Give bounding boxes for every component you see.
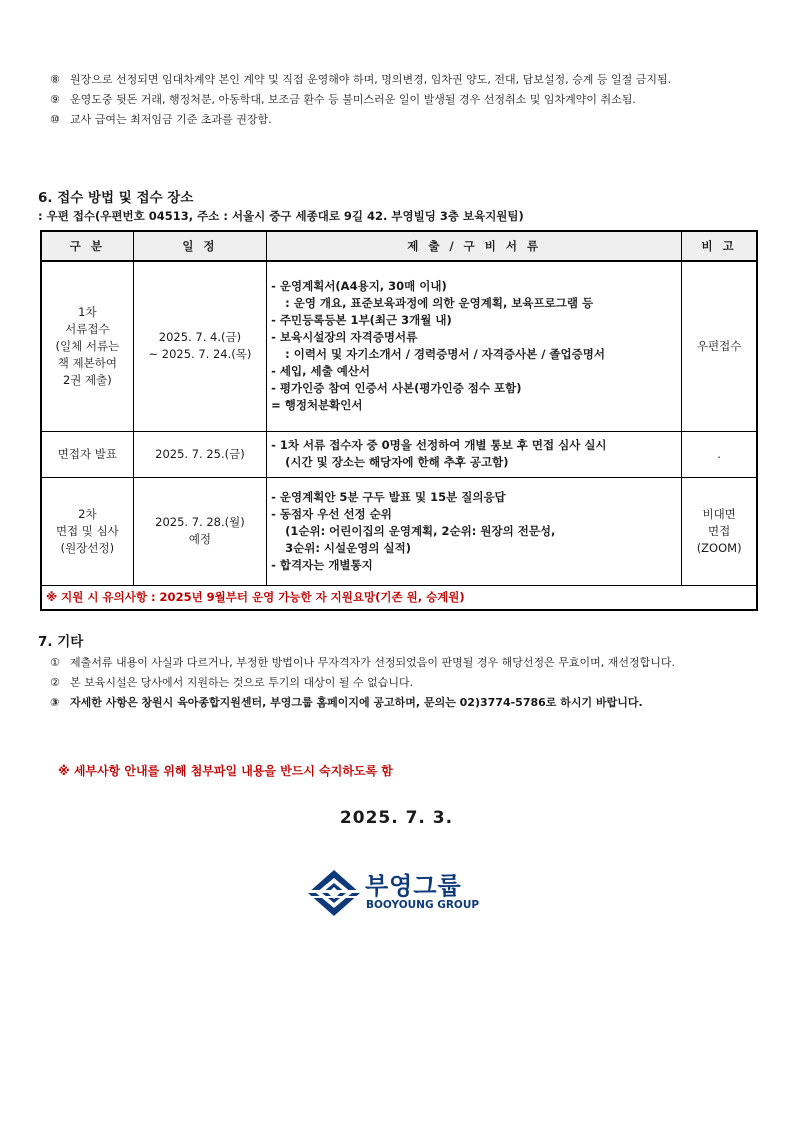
booyoung-emblem-icon xyxy=(306,868,362,918)
doc-line: - 합격자는 개별통지 xyxy=(271,557,373,572)
row3-note-line: (ZOOM) xyxy=(696,540,742,555)
table-header-row xyxy=(41,231,757,261)
schedule-table xyxy=(40,230,758,611)
logo-korean-text: 부영그룹 xyxy=(365,872,462,900)
section7-list xyxy=(50,655,756,715)
logo-english-text: BOOYOUNG GROUP xyxy=(366,899,480,911)
note-number: ⑨ xyxy=(50,93,60,106)
list-item xyxy=(50,695,756,711)
note-number: ⑧ xyxy=(50,73,60,86)
header-note: 비 고 xyxy=(682,231,757,261)
item-text: 제출서류 내용이 사실과 다르거나, 부정한 방법이나 무자격자가 선정되었음이 판명될 경우 해당선정은 무효이며, 재선정합니다. xyxy=(70,656,675,669)
doc-line: (시간 및 장소는 해당자에 한해 추후 공고함) xyxy=(285,455,509,469)
row1-category-line: 2권 제출) xyxy=(62,372,112,387)
row3-schedule-line: 예정 xyxy=(188,532,212,546)
item-number: ② xyxy=(50,676,60,689)
doc-line: : 이력서 및 자기소개서 / 경력증명서 / 자격증사본 / 졸업증명서 xyxy=(285,347,605,362)
row1-category xyxy=(41,261,133,431)
row3-note xyxy=(682,477,757,585)
notes-list xyxy=(50,72,750,132)
row1-category-line: 1차 xyxy=(78,304,97,319)
row3-note-line: 면접 xyxy=(708,523,731,538)
doc-line: - 동점자 우선 선정 순위 xyxy=(271,506,392,521)
list-item xyxy=(50,675,756,691)
section6-title: 6. 접수 방법 및 접수 장소 xyxy=(38,190,194,206)
doc-line: - 운영계획안 5분 구두 발표 및 15분 질의응답 xyxy=(271,489,506,504)
row1-schedule xyxy=(133,261,266,431)
table-warning-row xyxy=(41,585,757,610)
header-schedule: 일 정 xyxy=(133,231,266,261)
note-item xyxy=(50,72,750,88)
document-date: 2025. 7. 3. xyxy=(339,808,454,828)
item-text: 본 보육시설은 당사에서 지원하는 것으로 투기의 대상이 될 수 없습니다. xyxy=(70,676,414,689)
doc-line: : 운영 개요, 표준보육과정에 의한 운영계획, 보육프로그램 등 xyxy=(285,296,594,311)
row2-category: 면접자 발표 xyxy=(41,431,133,477)
row2-schedule: 2025. 7. 25.(금) xyxy=(133,431,266,477)
item-number: ① xyxy=(50,656,60,669)
row1-category-line: 서류접수 xyxy=(65,321,110,336)
doc-line: - 보육시설장의 자격증명서류 xyxy=(271,330,418,345)
row1-documents xyxy=(267,261,682,431)
list-item xyxy=(50,655,756,671)
doc-line: = 행정처분확인서 xyxy=(271,398,363,413)
header-category: 구 분 xyxy=(41,231,133,261)
doc-line: - 평가인증 참여 인증서 사본(평가인증 점수 포함) xyxy=(271,381,522,396)
doc-line: (1순위: 어린이집의 운영계획, 2순위: 원장의 전문성, xyxy=(285,523,556,538)
row2-note: . xyxy=(682,431,757,477)
row2-documents xyxy=(267,431,682,477)
row3-category-line: (원장선정) xyxy=(60,540,115,555)
caution-note: ※ 세부사항 안내를 위해 첨부파일 내용을 반드시 숙지하도록 함 xyxy=(58,764,393,778)
row3-category-line: 면접 및 심사 xyxy=(55,523,119,538)
doc-line: - 1차 서류 접수자 중 0명을 선정하여 개별 통보 후 면접 심사 실시 xyxy=(271,438,607,452)
note-number: ⑩ xyxy=(50,113,60,126)
row1-schedule-line: ~ 2025. 7. 24.(목) xyxy=(148,347,252,362)
table-row xyxy=(41,261,757,431)
row1-category-line: 책 제본하여 xyxy=(57,355,117,370)
row3-category-line: 2차 xyxy=(78,506,97,521)
table-row xyxy=(41,431,757,477)
row3-category xyxy=(41,477,133,585)
row1-schedule-line: 2025. 7. 4.(금) xyxy=(158,330,242,345)
application-warning: ※ 지원 시 유의사항 : 2025년 9월부터 운영 가능한 자 지원요망(기존 원, 승계원) xyxy=(41,585,757,610)
row1-note: 우편접수 xyxy=(682,261,757,431)
doc-line: - 운영계획서(A4용지, 30매 이내) xyxy=(271,279,447,294)
doc-line: - 세입, 세출 예산서 xyxy=(271,364,371,379)
header-documents: 제 출 / 구 비 서 류 xyxy=(267,231,682,261)
doc-line: - 주민등록등본 1부(최근 3개월 내) xyxy=(271,313,452,328)
section6-subtitle: : 우편 접수(우편번호 04513, 주소 : 서울시 중구 세종대로 9길 42. 부영빌딩 3층 보육지원팀) xyxy=(38,209,524,223)
item-text: 자세한 사항은 창원시 육아종합지원센터, 부영그룹 홈페이지에 공고하며, 문의는 02)3774-5786로 하시기 바랍니다. xyxy=(70,696,643,709)
row3-documents xyxy=(267,477,682,585)
note-text: 운영도중 뒷돈 거래, 행정처분, 아동학대, 보조금 환수 등 불미스러운 일이 발생될 경우 선정취소 및 임차계약이 취소됨. xyxy=(70,93,636,106)
note-item xyxy=(50,92,750,108)
note-item xyxy=(50,112,750,128)
booyoung-logo xyxy=(306,868,496,918)
doc-line: 3순위: 시설운영의 실적) xyxy=(285,540,411,555)
table-row xyxy=(41,477,757,585)
section7-title: 7. 기타 xyxy=(38,634,84,650)
row3-schedule xyxy=(133,477,266,585)
note-text: 원장으로 선정되면 임대차계약 본인 계약 및 직접 운영해야 하며, 명의변경, 임차권 양도, 전대, 담보설정, 승계 등 일절 금지됨. xyxy=(70,73,672,86)
item-number: ③ xyxy=(50,696,60,709)
row1-category-line: (일체 서류는 xyxy=(55,338,120,353)
row3-note-line: 비대면 xyxy=(702,506,736,521)
note-text: 교사 급여는 최저임금 기준 초과를 권장함. xyxy=(70,113,272,126)
row3-schedule-line: 2025. 7. 28.(월) xyxy=(155,515,245,529)
